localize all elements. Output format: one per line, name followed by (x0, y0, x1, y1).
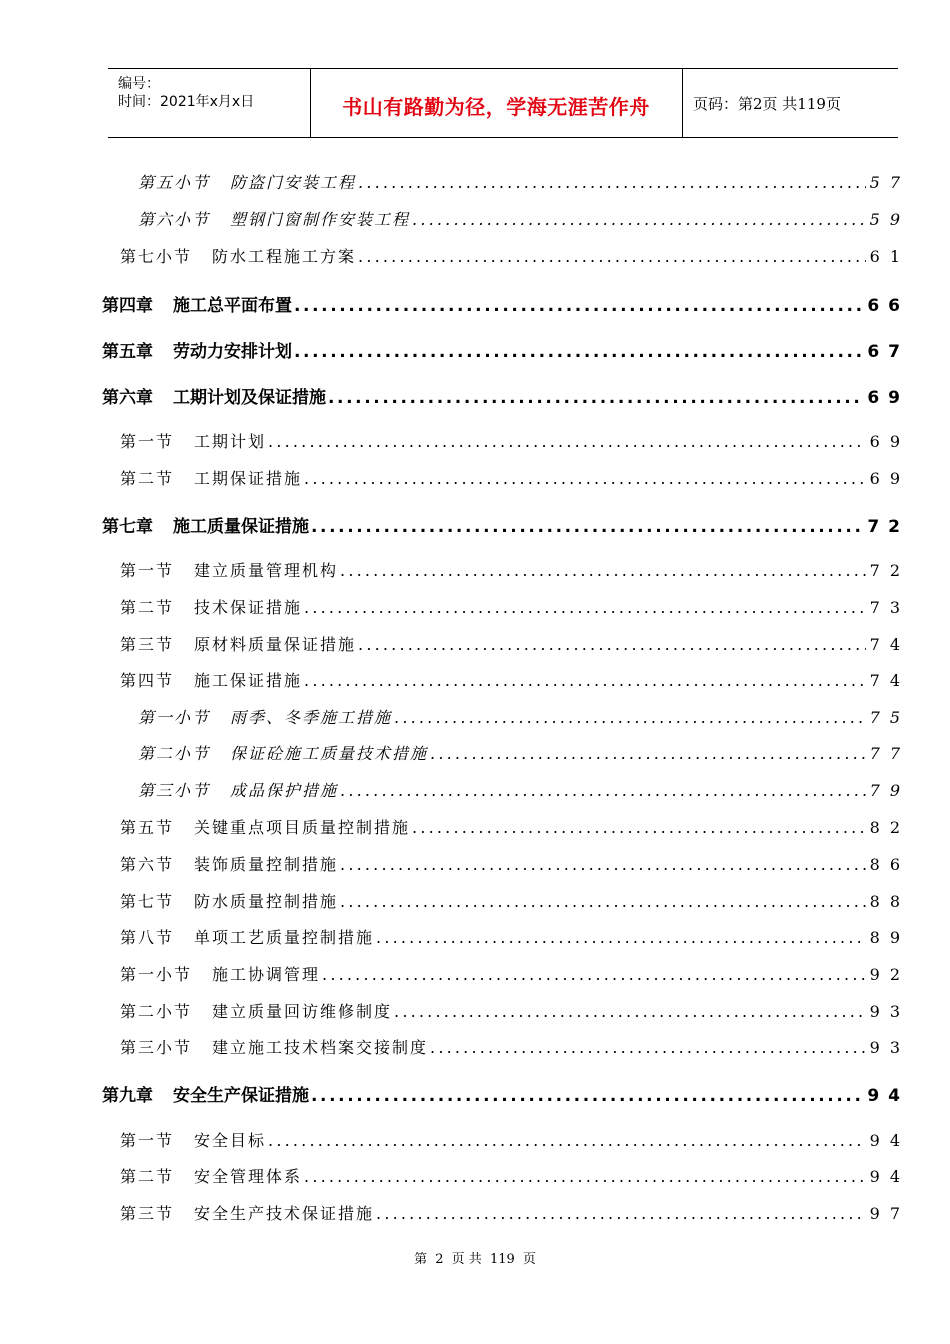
toc-entry-number: 第一小节 (138, 708, 211, 727)
toc-entry[interactable] (120, 1201, 910, 1224)
toc-entry-title: 单项工艺质量控制措施 (194, 928, 375, 947)
toc-entry-label (138, 705, 392, 728)
toc-entry-title: 施工保证措施 (194, 671, 303, 690)
toc-entry[interactable] (120, 595, 910, 618)
toc-entry[interactable] (120, 558, 910, 581)
toc-leader-dots (311, 517, 863, 537)
toc-entry-title: 建立质量回访维修制度 (212, 1002, 393, 1021)
toc-entry-label (120, 889, 338, 912)
toc-entry-label (138, 207, 410, 230)
toc-entry[interactable] (138, 207, 910, 230)
header-meta-cell (108, 69, 311, 137)
toc-entry[interactable] (102, 512, 909, 537)
toc-leader-dots (376, 928, 866, 947)
toc-entry-label (120, 1201, 374, 1224)
toc-entry-label (120, 429, 266, 452)
number-label: 编号： (118, 76, 160, 92)
footer-middle: 页 共 (451, 1252, 482, 1267)
header-motto-cell (310, 69, 683, 137)
toc-entry[interactable] (102, 1081, 909, 1106)
toc-leader-dots (358, 247, 866, 266)
footer-prefix: 第 (414, 1252, 428, 1267)
header-page-info: 页码：第2页 共119页 (693, 95, 841, 113)
toc-entry-title: 工期计划 (194, 432, 267, 451)
toc-entry-label (120, 632, 356, 655)
toc-entry-number: 第九章 (102, 1086, 153, 1106)
toc-leader-dots (358, 635, 866, 654)
toc-entry-page: 94 (869, 1131, 910, 1150)
toc-entry-page: 79 (869, 781, 910, 800)
toc-entry-number: 第八节 (120, 928, 175, 947)
toc-entry-title: 塑钢门窗制作安装工程 (230, 210, 411, 229)
toc-entry-number: 第二小节 (120, 1002, 193, 1021)
toc-entry[interactable] (120, 1128, 910, 1151)
toc-entry-label (120, 466, 302, 489)
page-header (108, 68, 898, 138)
toc-leader-dots (328, 388, 863, 408)
toc-entry[interactable] (120, 815, 910, 838)
toc-entry-number: 第三小节 (120, 1038, 193, 1057)
toc-entry-page: 93 (869, 1038, 910, 1057)
toc-entry-page: 72 (869, 561, 910, 580)
toc-entry-number: 第六章 (102, 388, 153, 408)
toc-entry-page: 82 (869, 818, 910, 837)
toc-leader-dots (412, 818, 866, 837)
toc-entry-label (120, 558, 338, 581)
footer-suffix: 页 (522, 1252, 536, 1267)
toc-entry-number: 第六小节 (138, 210, 211, 229)
toc-entry[interactable] (120, 1164, 910, 1187)
toc-entry-page: 89 (869, 928, 910, 947)
toc-entry-label (102, 291, 292, 316)
toc-entry-title: 装饰质量控制措施 (194, 855, 339, 874)
toc-entry-page: 86 (869, 855, 910, 874)
toc-entry[interactable] (102, 337, 909, 362)
toc-entry-label (120, 1164, 302, 1187)
toc-entry-title: 原材料质量保证措施 (194, 635, 357, 654)
toc-entry-title: 关键重点项目质量控制措施 (194, 818, 411, 837)
toc-entry-page: 75 (869, 708, 910, 727)
toc-entry-label (120, 852, 338, 875)
toc-leader-dots (311, 1086, 863, 1106)
toc-entry-number: 第五小节 (138, 173, 211, 192)
header-motto: 书山有路勤为径，学海无涯苦作舟 (342, 95, 650, 119)
toc-entry[interactable] (120, 889, 910, 912)
toc-entry-page: 69 (867, 388, 909, 408)
toc-leader-dots (394, 708, 866, 727)
toc-leader-dots (322, 965, 866, 984)
toc-entry-page: 92 (869, 965, 910, 984)
toc-leader-dots (340, 855, 866, 874)
toc-leader-dots (304, 598, 866, 617)
page-footer (0, 1248, 950, 1267)
toc-entry-number: 第二节 (120, 469, 175, 488)
toc-entry-page: 97 (869, 1204, 910, 1223)
toc-entry-title: 工期计划及保证措施 (173, 388, 326, 408)
toc-entry[interactable] (102, 291, 909, 316)
toc-entry-label (138, 170, 356, 193)
toc-entry-number: 第五节 (120, 818, 175, 837)
toc-entry[interactable] (120, 632, 910, 655)
toc-entry[interactable] (138, 705, 910, 728)
toc-entry-label (102, 337, 292, 362)
toc-entry-title: 施工质量保证措施 (173, 517, 309, 537)
toc-leader-dots (394, 1002, 866, 1021)
toc-entry-page: 74 (869, 635, 910, 654)
toc-entry-number: 第二小节 (138, 744, 211, 763)
toc-entry-number: 第一小节 (120, 965, 193, 984)
toc-entry-title: 安全管理体系 (194, 1167, 303, 1186)
toc-leader-dots (340, 781, 866, 800)
toc-entry-title: 安全目标 (194, 1131, 267, 1150)
toc-leader-dots (294, 296, 863, 316)
toc-entry-label (120, 815, 410, 838)
toc-entry-label (120, 1035, 428, 1058)
toc-entry[interactable] (120, 999, 910, 1022)
toc-entry-number: 第七小节 (120, 247, 193, 266)
toc-entry-page: 67 (867, 342, 909, 362)
time-label: 时间：2021年x月x日 (118, 94, 255, 110)
toc-leader-dots (340, 561, 866, 580)
toc-leader-dots (268, 432, 866, 451)
toc-leader-dots (430, 1038, 866, 1057)
toc-entry-label (102, 1081, 309, 1106)
toc-entry[interactable] (120, 429, 910, 452)
toc-entry[interactable] (120, 1035, 910, 1058)
toc-entry-label (120, 244, 356, 267)
toc-entry-number: 第三小节 (138, 781, 211, 800)
footer-total-pages: 119 (489, 1252, 515, 1267)
toc-entry-label (120, 999, 392, 1022)
toc-entry-page: 74 (869, 671, 910, 690)
toc-entry-number: 第三节 (120, 1204, 175, 1223)
toc-entry-title: 防水工程施工方案 (212, 247, 357, 266)
toc-entry-page: 59 (869, 210, 910, 229)
toc-entry-page: 73 (869, 598, 910, 617)
toc-entry-number: 第七节 (120, 892, 175, 911)
toc-entry[interactable] (120, 668, 910, 691)
header-page-cell (683, 69, 898, 137)
toc-leader-dots (412, 210, 866, 229)
toc-entry-label (120, 1128, 266, 1151)
toc-entry-title: 技术保证措施 (194, 598, 303, 617)
toc-entry-title: 施工总平面布置 (173, 296, 292, 316)
toc-leader-dots (294, 342, 863, 362)
toc-entry-title: 安全生产技术保证措施 (194, 1204, 375, 1223)
toc-entry-title: 工期保证措施 (194, 469, 303, 488)
footer-current-page: 2 (435, 1252, 444, 1267)
toc-entry-title: 建立质量管理机构 (194, 561, 339, 580)
toc-entry-label (102, 383, 326, 408)
toc-entry-number: 第一节 (120, 561, 175, 580)
toc-entry-page: 69 (869, 432, 910, 451)
toc-entry-page: 57 (869, 173, 910, 192)
toc-entry-number: 第五章 (102, 342, 153, 362)
toc-entry-page: 61 (869, 247, 910, 266)
toc-entry-number: 第二节 (120, 1167, 175, 1186)
toc-entry[interactable] (120, 925, 910, 948)
toc-entry-title: 雨季、冬季施工措施 (230, 708, 393, 727)
toc-entry-title: 建立施工技术档案交接制度 (212, 1038, 429, 1057)
toc-entry-number: 第一节 (120, 1131, 175, 1150)
toc-entry[interactable] (120, 244, 910, 267)
toc-entry[interactable] (138, 741, 910, 764)
toc-entry[interactable] (138, 170, 910, 193)
toc-entry[interactable] (102, 383, 909, 408)
toc-entry-number: 第六节 (120, 855, 175, 874)
toc-entry-page: 94 (867, 1086, 909, 1106)
toc-leader-dots (430, 744, 866, 763)
toc-entry-title: 防盗门安装工程 (230, 173, 357, 192)
toc-entry-title: 防水质量控制措施 (194, 892, 339, 911)
toc-entry[interactable] (120, 466, 910, 489)
toc-entry-page: 93 (869, 1002, 910, 1021)
toc-leader-dots (304, 1167, 866, 1186)
toc-leader-dots (268, 1131, 866, 1150)
toc-entry-number: 第四章 (102, 296, 153, 316)
toc-entry-title: 施工协调管理 (212, 965, 321, 984)
toc-entry-label (138, 778, 338, 801)
toc-entry-number: 第二节 (120, 598, 175, 617)
toc-entry-page: 66 (867, 296, 909, 316)
toc-entry-title: 保证砼施工质量技术措施 (230, 744, 429, 763)
toc-entry-number: 第三节 (120, 635, 175, 654)
toc-entry-title: 成品保护措施 (230, 781, 339, 800)
toc-leader-dots (304, 469, 866, 488)
toc-entry-label (120, 668, 302, 691)
toc-entry-title: 劳动力安排计划 (173, 342, 292, 362)
toc-entry-title: 安全生产保证措施 (173, 1086, 309, 1106)
toc-leader-dots (340, 892, 866, 911)
toc-entry-label (102, 512, 309, 537)
toc-entry-number: 第七章 (102, 517, 153, 537)
toc-entry-page: 88 (869, 892, 910, 911)
toc-entry-label (120, 925, 374, 948)
toc-entry-page: 72 (867, 517, 909, 537)
toc-entry-label (138, 741, 428, 764)
toc-entry-page: 94 (869, 1167, 910, 1186)
toc-leader-dots (376, 1204, 866, 1223)
toc-entry[interactable] (120, 852, 910, 875)
toc-entry-number: 第一节 (120, 432, 175, 451)
toc-entry[interactable] (138, 778, 910, 801)
toc-leader-dots (304, 671, 866, 690)
toc-entry-label (120, 962, 320, 985)
toc-leader-dots (358, 173, 866, 192)
toc-entry-page: 69 (869, 469, 910, 488)
toc-entry-number: 第四节 (120, 671, 175, 690)
toc-entry-page: 77 (869, 744, 910, 763)
toc-entry-label (120, 595, 302, 618)
toc-entry[interactable] (120, 962, 910, 985)
